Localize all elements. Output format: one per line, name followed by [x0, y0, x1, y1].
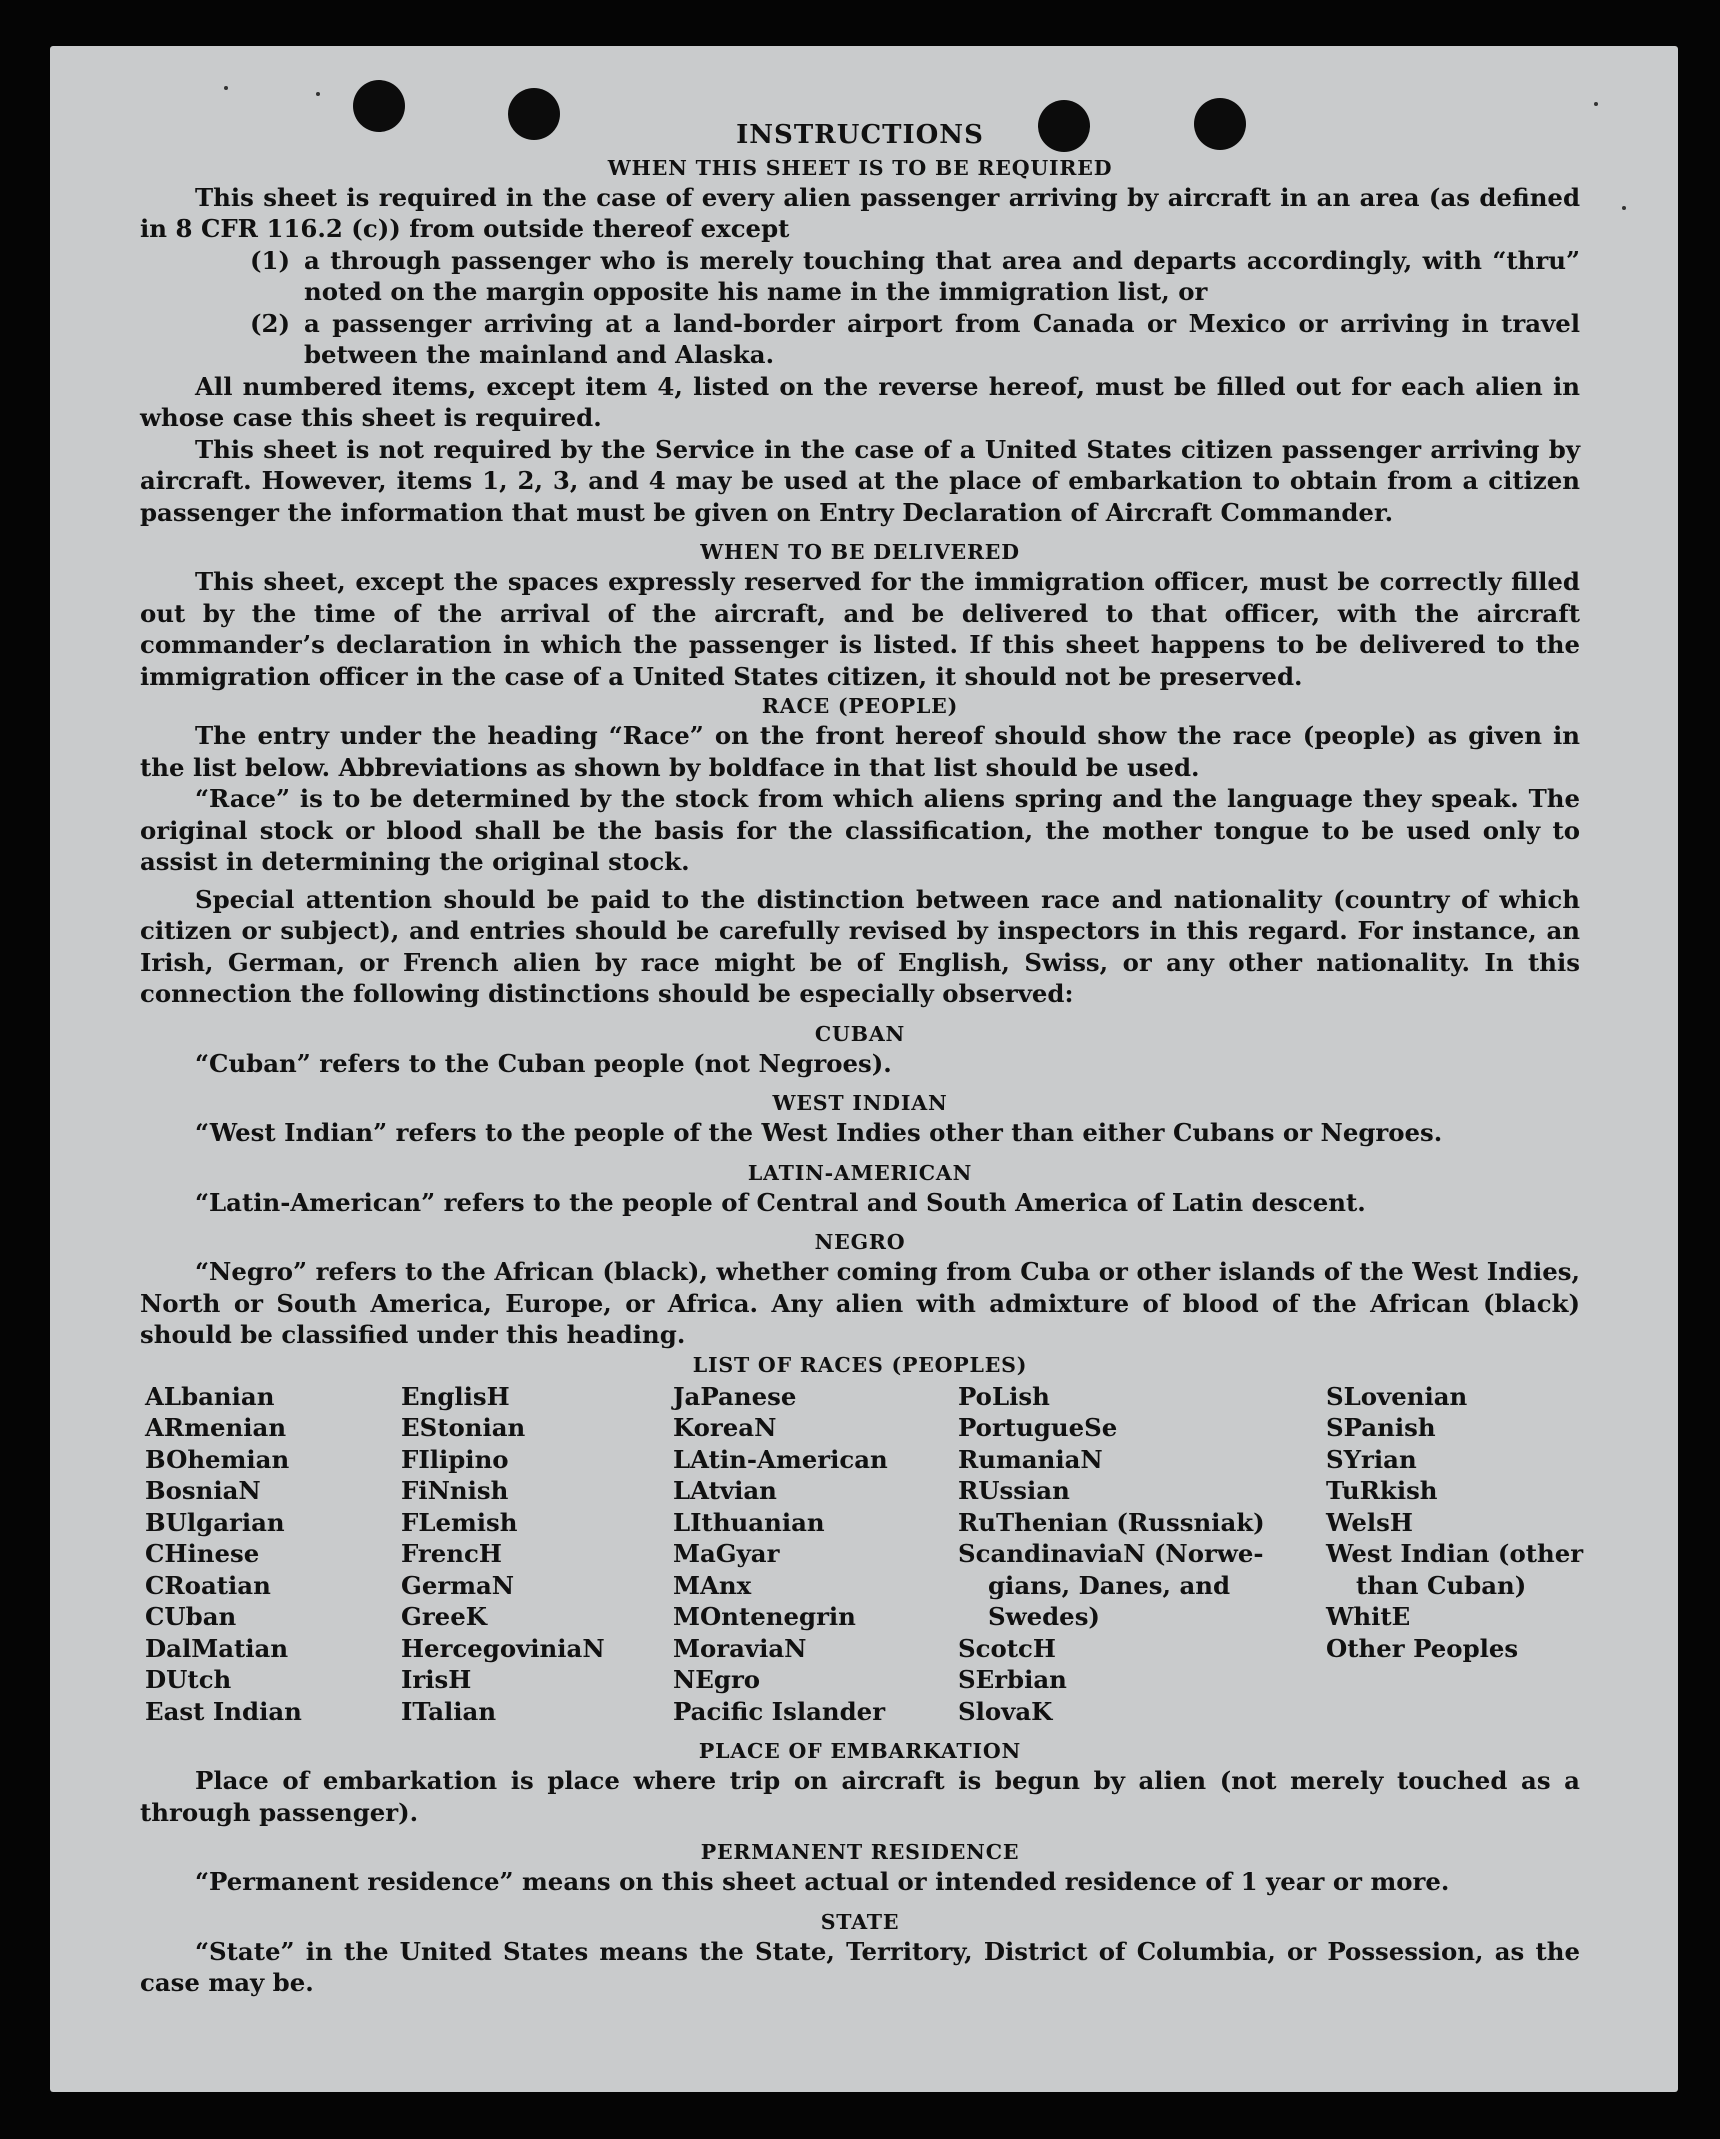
- race-entry: LIthuanian: [673, 1507, 825, 1537]
- race-entry: TuRkish: [1326, 1476, 1438, 1505]
- race-entry-continued: Swedes): [988, 1602, 1100, 1631]
- item-text: a through passenger who is merely touching that area and departs accordingly, with “thru” noted on the margin opposite his name in the immigration list, or: [304, 245, 1580, 306]
- item-number: (2): [250, 308, 291, 338]
- race-entry: Other Peoples: [1326, 1633, 1519, 1663]
- race-entry: GermaN: [401, 1570, 515, 1600]
- races-column: [145, 1381, 401, 1728]
- section-heading-required: WHEN THIS SHEET IS TO BE REQUIRED: [607, 155, 1113, 180]
- section-heading-delivered: WHEN TO BE DELIVERED: [700, 540, 1020, 564]
- race-entry-continued: than Cuban): [1356, 1570, 1527, 1600]
- paragraph: All numbered items, except item 4, listed on the reverse hereof, must be filled out for each alien in whose case this sheet is required.: [140, 371, 1580, 432]
- races-list: [145, 1381, 1584, 1728]
- race-entry: SPanish: [1326, 1413, 1436, 1442]
- item-number: (1): [250, 245, 291, 275]
- race-entry: East Indian: [145, 1696, 302, 1726]
- section-heading-state: STATE: [820, 1909, 900, 1934]
- paragraph: “Latin-American” refers to the people of Central and South America of Latin descent.: [195, 1187, 1366, 1217]
- section-heading-cuban: CUBAN: [814, 1021, 906, 1046]
- race-entry: PoLish: [958, 1381, 1050, 1411]
- instructions-content: [140, 120, 1584, 1999]
- race-entry: FiNnish: [401, 1476, 509, 1505]
- scan-speck: [1622, 206, 1626, 210]
- race-entry: MOntenegrin: [673, 1602, 856, 1631]
- scan-speck: [224, 86, 228, 90]
- paragraph: “State” in the United States means the State, Territory, District of Columbia, or Possession, as the case may be.: [140, 1936, 1580, 1997]
- race-entry: EStonian: [401, 1413, 526, 1442]
- list-item: [250, 308, 1580, 371]
- form-sheet: [50, 46, 1678, 2092]
- race-entry: MaGyar: [673, 1539, 780, 1568]
- race-entry: CUban: [145, 1602, 237, 1631]
- race-entry: CHinese: [145, 1539, 260, 1568]
- race-entry: BOhemian: [145, 1444, 290, 1474]
- races-column: [401, 1381, 673, 1728]
- section-heading-race: RACE (PEOPLE): [761, 694, 959, 718]
- list-item: [250, 245, 1580, 308]
- paragraph: “Race” is to be determined by the stock from which aliens spring and the language they speak. The original stock or blood shall be the basis for the classification, the mother tongue to be used only to assist in determining the original stock.: [140, 784, 1580, 876]
- race-entry: ALbanian: [145, 1381, 275, 1411]
- race-entry: FIlipino: [401, 1444, 509, 1474]
- race-entry: ScandinaviaN (Norwe-: [958, 1539, 1264, 1568]
- race-entry: West Indian (other: [1326, 1539, 1584, 1568]
- scan-speck: [1594, 102, 1598, 106]
- races-column: [1326, 1381, 1585, 1728]
- paragraph: This sheet is required in the case of every alien passenger arriving by aircraft in an area (as defined in 8 CFR 116.2 (c)) from outside thereof except: [140, 182, 1580, 243]
- race-entry: WelsH: [1326, 1507, 1413, 1537]
- race-entry: WhitE: [1326, 1602, 1411, 1631]
- race-entry: NEgro: [673, 1665, 761, 1694]
- race-entry: HercegoviniaN: [401, 1633, 605, 1663]
- section-heading-residence: PERMANENT RESIDENCE: [700, 1840, 1020, 1864]
- race-entry: ITalian: [401, 1696, 497, 1726]
- race-entry: ScotcH: [958, 1633, 1056, 1663]
- race-entry: EnglisH: [401, 1381, 510, 1411]
- section-heading-embarkation: PLACE OF EMBARKATION: [698, 1739, 1022, 1763]
- paragraph: “Cuban” refers to the Cuban people (not Negroes).: [195, 1048, 892, 1078]
- race-entry: GreeK: [401, 1602, 487, 1631]
- race-entry: JaPanese: [673, 1381, 797, 1411]
- race-entry: DalMatian: [145, 1633, 289, 1663]
- race-entry: ARmenian: [145, 1413, 287, 1442]
- race-entry: PortugueSe: [958, 1413, 1118, 1442]
- race-entry: CRoatian: [145, 1570, 271, 1600]
- paragraph: “Negro” refers to the African (black), whether coming from Cuba or other islands of the West Indies, North or South America, Europe, or Africa. Any alien with admixture of blood of the African (black) should be classified under this heading.: [140, 1257, 1580, 1349]
- race-entry: LAtin-American: [673, 1444, 888, 1474]
- race-entry: SYrian: [1326, 1444, 1417, 1474]
- race-entry: SErbian: [958, 1665, 1067, 1694]
- race-entry: SlovaK: [958, 1696, 1053, 1726]
- race-entry: MoraviaN: [673, 1633, 807, 1663]
- race-entry-continued: gians, Danes, and: [988, 1570, 1231, 1600]
- race-entry: IrisH: [401, 1665, 472, 1694]
- scan-speck: [316, 92, 320, 96]
- race-entry: KoreaN: [673, 1413, 777, 1442]
- race-entry: Pacific Islander: [673, 1696, 886, 1726]
- race-entry: FLemish: [401, 1507, 518, 1537]
- races-column: [673, 1381, 958, 1728]
- page-title: INSTRUCTIONS: [736, 120, 984, 150]
- race-entry: FrencH: [401, 1539, 502, 1568]
- race-entry: RuThenian (Russniak): [958, 1507, 1265, 1537]
- race-entry: DUtch: [145, 1665, 232, 1694]
- race-entry: RumaniaN: [958, 1444, 1103, 1474]
- paragraph: Special attention should be paid to the distinction between race and nationality (country of which citizen or subject), and entries should be carefully revised by inspectors in this regard. For instance, an Irish, German, or French alien by race might be of English, Swiss, or any other nationality. In this connection the following distinctions should be especially observed:: [140, 884, 1580, 1008]
- race-entry: LAtvian: [673, 1476, 777, 1505]
- item-text: a passenger arriving at a land-border airport from Canada or Mexico or arriving in travel between the mainland and Alaska.: [304, 308, 1580, 369]
- paragraph: “Permanent residence” means on this sheet actual or intended residence of 1 year or more.: [195, 1867, 1450, 1896]
- races-column: [958, 1381, 1326, 1728]
- section-heading-latin-american: LATIN-AMERICAN: [747, 1160, 973, 1185]
- section-heading-races-list: LIST OF RACES (PEOPLES): [692, 1352, 1028, 1377]
- paragraph: “West Indian” refers to the people of the West Indies other than either Cubans or Negroes.: [195, 1118, 1443, 1147]
- paragraph: Place of embarkation is place where trip on aircraft is begun by alien (not merely touched as a through passenger).: [140, 1766, 1580, 1827]
- section-heading-west-indian: WEST INDIAN: [772, 1091, 948, 1115]
- paragraph: This sheet is not required by the Service in the case of a United States citizen passenger arriving by aircraft. However, items 1, 2, 3, and 4 may be used at the place of embarkation to obtain from a citizen passenger the information that must be given on Entry Declaration of Aircraft Commander.: [140, 434, 1580, 527]
- race-entry: BosniaN: [145, 1476, 261, 1505]
- paragraph: This sheet, except the spaces expressly reserved for the immigration officer, must be correctly filled out by the time of the arrival of the aircraft, and be delivered to that officer, with the aircraft commander’s declaration in which the passenger is listed. If this sheet happens to be delivered to the immigration officer in the case of a United States citizen, it should not be preserved.: [140, 567, 1580, 691]
- section-heading-negro: NEGRO: [814, 1230, 906, 1254]
- race-entry: RUssian: [958, 1476, 1070, 1505]
- race-entry: BUlgarian: [145, 1507, 285, 1537]
- race-entry: MAnx: [673, 1570, 752, 1600]
- paragraph: The entry under the heading “Race” on the front hereof should show the race (people) as given in the list below. Abbreviations as shown by boldface in that list should be used.: [140, 721, 1580, 782]
- race-entry: SLovenian: [1326, 1381, 1468, 1411]
